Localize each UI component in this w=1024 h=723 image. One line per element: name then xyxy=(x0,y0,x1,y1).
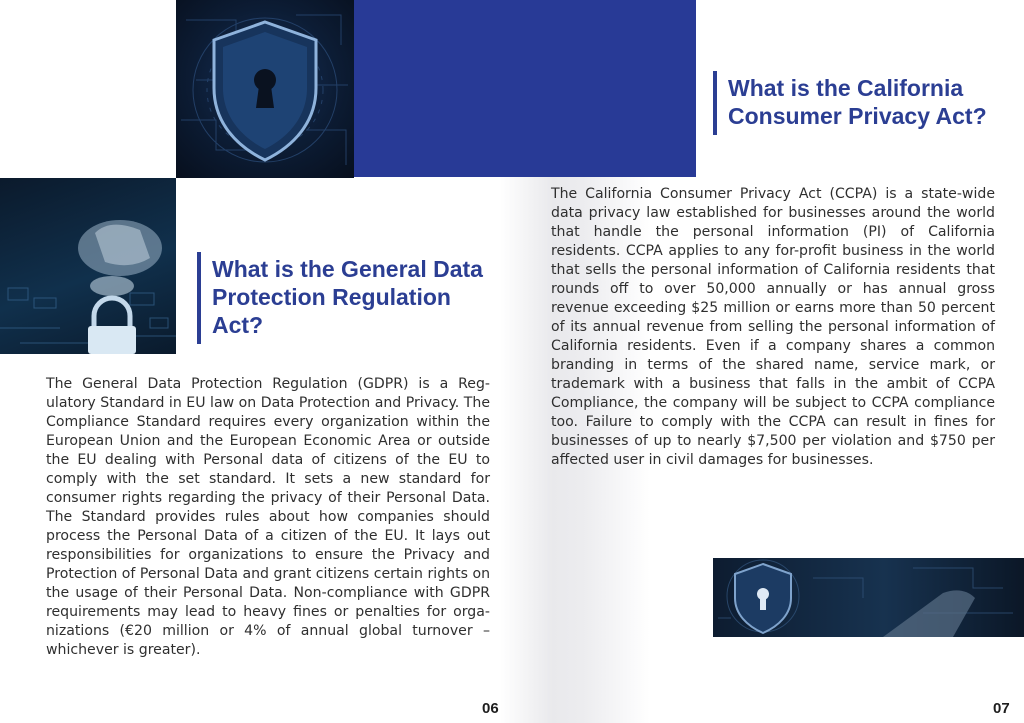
ccpa-body-text: The California Consumer Privacy Act (CCPA) is a state-wide data privacy law established for businesses around the world that handle the personal information (PI) of California residents. CCPA applies to any for-profit business in the world that sells the personal information of California residents that rounds off to over 50,000 annually or has annual gross revenue exceeding $25 million or earns more than 50 percent of its annual revenue from selling the personal information of California residents. Even if a company shares a common branding in terms of the shared name, service mark, or trademark with a business that falls in the ambit of CCPA Compliance, the company will be subject to CCPA compliance too. Failure to comply with the CCPA can result in fines for businesses of up to nearly $7,500 per violation and $750 per affected user in civil damages for businesses. xyxy=(551,186,995,468)
hand-padlock-image xyxy=(0,178,176,354)
ccpa-heading: What is the California Consumer Privacy Act? xyxy=(713,74,1018,130)
gdpr-body-text: The General Data Protection Regulation (GDPR) is a Regulatory Standard in EU law on Data Protection and Privacy. The Compliance Standard requires every organization within the European Union and the European Economic Area or outside the EU dealing with Personal data of citizens of the EU to comply with the set standard. It sets a new standard for consumer rights regarding the privacy of their Personal Data. The Standard provides rules about how companies should process the Personal Data of a citizen of the EU. It lays out responsibilities for organizations to ensure the Privacy and Protection of Personal Data and grant citizens certain rights on the usage of their Personal Data. Non-compliance with GDPR requirements may lead to heavy fines or penalties for organizations (€20 million or 4% of annual global turnover – whichever is greater). xyxy=(46,376,490,658)
shield-keyhole-icon xyxy=(176,0,354,178)
gdpr-heading: What is the General Data Protection Regulation Act? xyxy=(197,255,492,339)
shield-padlock-image xyxy=(713,558,1024,637)
shield-padlock-icon xyxy=(713,558,1024,637)
padlock-icon xyxy=(0,178,176,354)
page-number-right: 07 xyxy=(993,700,1010,717)
shield-security-image xyxy=(176,0,354,178)
blue-color-block xyxy=(354,0,696,177)
page-number-left: 06 xyxy=(482,700,499,717)
